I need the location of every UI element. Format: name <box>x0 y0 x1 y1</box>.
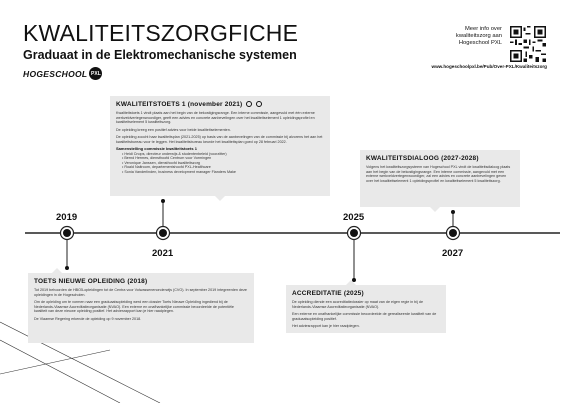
decorative-line <box>0 350 110 374</box>
list-item: • Roald Naltroom, departementshoofd PXL-Healthcare <box>122 165 324 170</box>
connector-dot-2021 <box>161 199 165 203</box>
info-line: Hogeschool PXL <box>458 40 502 47</box>
logo-badge: PXL <box>89 67 102 80</box>
box-text: Het adviesrapport kan je hier raadplegen. <box>292 324 360 328</box>
website-link[interactable]: www.hogeschoolpxl.be/Pub/Over-PXL/Kwaliteitszorg <box>431 64 547 69</box>
box-text: De opleiding kreeg een positief advies voor beide kwaliteitselementen. <box>116 127 231 132</box>
box-text: Om de opleiding om te vormen naar een graduaatsopleiding werd een dossier Toets Nieuwe Opleiding ingediend bij de Nederlands-Vlaamse Accreditatieorganisatie (NVAO). Een externe en onafhankelijke commissie beoordeelde de potentiële kwaliteit van deze nieuwe opleiding positief. Het adviesrapport kan je hier raadplegen. <box>34 300 234 313</box>
logo-text: HOGESCHOOL <box>23 68 88 79</box>
kwaliteitsdialoog-title: KWALITEITSDIALOOG (2027-2028) <box>366 155 479 162</box>
info-line: kwaliteitszorg aan <box>455 33 502 40</box>
page-title: KWALITEITSZORGFICHE <box>23 20 299 46</box>
marker-2025 <box>348 227 361 240</box>
box-text: Volgens het kwaliteitszorgsysteem van Hogeschool PXL vindt de kwaliteitsdialoog plaats aan het begin van de bekostigingsrange. Een interne commissie, aangevuld met een externe werkveldvertegenwoordiger, zal een advies en concrete aanbevelingen geven over het kwaliteitselement 1 opleidingsprofiel en kwaliteitselement 5 kwaliteitszorg. <box>366 165 511 183</box>
kwaliteitstoets-box <box>110 96 330 196</box>
list-item: • Heidi Cnops, directeur onderwijs & studentenbeleid (voorzitter) <box>122 152 324 157</box>
list-item: • Veronique Janssen, diensthoofd kwaliteitszorg <box>122 161 324 166</box>
marker-2021 <box>157 227 170 240</box>
box-text: De opleiding diende een accreditatiedossier op maat van de eigen regie in bij de Nederlands-Vlaamse Accreditatieorganisatie (NVAO). <box>292 300 423 309</box>
person-icon <box>256 101 262 107</box>
commission-list <box>122 152 324 175</box>
year-label-2019: 2019 <box>56 212 78 223</box>
year-label-2027: 2027 <box>442 248 464 259</box>
accreditatie-title: ACCREDITATIE (2025) <box>292 290 364 297</box>
box-text: De opleiding zoocht haar kwaliteitsplan (2021-2025) op basis van de aanbevelingen van de commissie bij alvorens het aan het kwaliteitsbureau voor te leggen. Het kwaliteitsbureau keurde het kwaliteitsplan goed op 28 februari 2022. <box>116 135 323 144</box>
toets-nieuwe-opleiding-box <box>28 273 254 343</box>
box-text: De Vlaamse Regering erkende de opleiding op 9 november 2018. <box>34 316 142 321</box>
kwaliteitstoets-title: KWALITEITSTOETS 1 (november 2021) <box>116 101 243 108</box>
info-line: Meer info over <box>464 26 502 32</box>
box-title <box>116 101 324 109</box>
connector-dot-2027 <box>451 210 455 214</box>
list-item: • Bernd Hermes, diensthoofd Centrum voor Vormingen <box>122 156 324 161</box>
marker-2019 <box>61 227 74 240</box>
kwaliteitsdialoog-box <box>360 150 520 207</box>
decorative-line <box>0 340 120 403</box>
year-label-2021: 2021 <box>152 248 174 259</box>
person-icon <box>246 101 252 107</box>
connector-dot-2019 <box>65 266 69 270</box>
marker-2027 <box>447 227 460 240</box>
box-text: Een externe en onafhankelijke commissie beoordeelde de gerealiseerde kwaliteit van de graduaatsopleiding positief. <box>292 312 437 321</box>
commission-heading: Samenstelling commissie kwaliteitstoets 1 <box>116 146 197 151</box>
accreditatie-box <box>286 285 446 333</box>
box-text: Kwaliteitstoets 1 vindt plaats aan het begin van de bekostigingsrange. Een interne commissie, aangevuld met één externe werkveldvertegenwoordiger, geeft een advies en concrete aanbevelingen over het kwaliteitselement 1 opleidingsprofiel en kwaliteitselement 5 kwaliteitszorg. <box>116 111 315 124</box>
list-item: • Sonia Vanderlinden, business development manager Flanders Make <box>122 170 324 175</box>
toets-nieuwe-opleiding-title: TOETS NIEUWE OPLEIDING (2018) <box>34 278 148 285</box>
year-label-2025: 2025 <box>343 212 365 223</box>
box-text: Tot 2019 behoorden de HBO5-opleidingen tot de Centra voor Volwassenenonderwijs (CVO). In september 2019 integreerden deze opleidingen in de Hogescholen. <box>34 288 247 297</box>
page-subtitle: Graduaat in de Elektromechanische systemen <box>23 48 297 62</box>
